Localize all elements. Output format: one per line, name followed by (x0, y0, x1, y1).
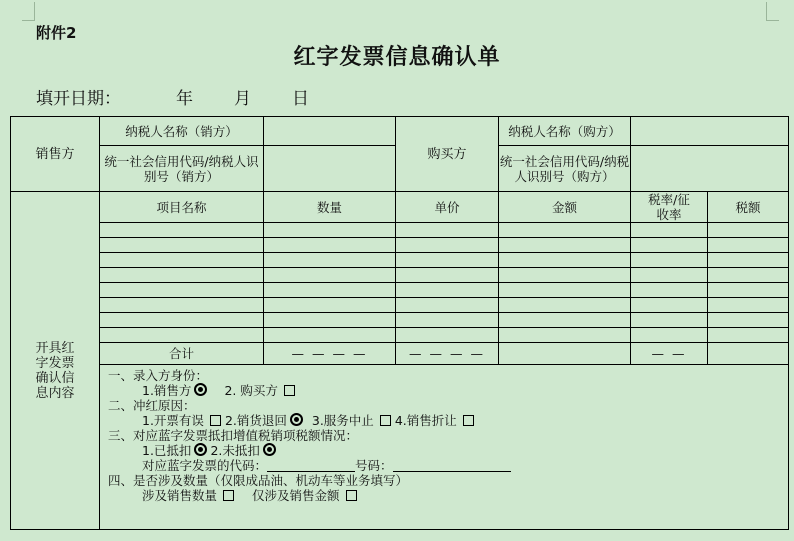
cell-unit-price[interactable] (396, 223, 499, 238)
cell-tax-amount[interactable] (708, 328, 789, 343)
cell-amount[interactable] (499, 313, 631, 328)
q1-options (108, 383, 788, 398)
cell-unit-price[interactable] (396, 328, 499, 343)
total-tax-field[interactable] (708, 343, 789, 365)
total-tax-rate: — — (631, 343, 708, 365)
q2-service-stop-checkbox[interactable] (380, 415, 391, 426)
q4-amount-only-checkbox[interactable] (346, 490, 357, 501)
q4-options (108, 488, 788, 503)
q2-goods-return-radio-selected[interactable] (290, 413, 303, 426)
date-label: 填开日期： (36, 89, 121, 109)
table-row (11, 268, 789, 283)
cell-tax-rate[interactable] (631, 268, 708, 283)
options-block (100, 365, 789, 530)
cell-amount[interactable] (499, 223, 631, 238)
cell-amount[interactable] (499, 268, 631, 283)
cell-amount[interactable] (499, 328, 631, 343)
buyer-id-field[interactable] (631, 146, 789, 192)
crop-mark-left (22, 2, 35, 21)
seller-name-field[interactable] (264, 117, 396, 146)
cell-tax-amount[interactable] (708, 283, 789, 298)
buyer-id-label: 统一社会信用代码/纳税人识别号（购方） (499, 146, 631, 192)
col-header-amount: 金额 (499, 192, 631, 223)
q2-discount-checkbox[interactable] (463, 415, 474, 426)
crop-mark-right (766, 2, 779, 21)
cell-tax-rate[interactable] (631, 238, 708, 253)
total-quantity: — — — — (264, 343, 396, 365)
cell-item-name[interactable] (100, 268, 264, 283)
attachment-label: 附件2 (36, 24, 77, 42)
q3-not-deducted-radio-selected[interactable] (263, 443, 276, 456)
cell-quantity[interactable] (264, 298, 396, 313)
table-row (11, 298, 789, 313)
cell-tax-rate[interactable] (631, 223, 708, 238)
cell-item-name[interactable] (100, 328, 264, 343)
q3-deducted-radio-selected[interactable] (194, 443, 207, 456)
blue-invoice-code-field[interactable] (267, 459, 355, 472)
q3-code-label: 对应蓝字发票的代码： (142, 458, 268, 473)
total-label: 合计 (100, 343, 264, 365)
total-unit-price: — — — — (396, 343, 499, 365)
table-row (11, 283, 789, 298)
table-row (11, 253, 789, 268)
cell-item-name[interactable] (100, 253, 264, 268)
cell-quantity[interactable] (264, 328, 396, 343)
cell-amount[interactable] (499, 298, 631, 313)
buyer-label: 购买方 (396, 117, 499, 192)
cell-quantity[interactable] (264, 313, 396, 328)
q4-amount-only-label: 仅涉及销售金额 (252, 488, 340, 503)
cell-item-name[interactable] (100, 223, 264, 238)
date-year-label: 年 (176, 89, 193, 109)
q2-discount-label: 4.销售折让 (394, 413, 457, 428)
cell-quantity[interactable] (264, 253, 396, 268)
q3-title: 三、对应蓝字发票抵扣增值税销项税额情况： (108, 428, 359, 443)
cell-tax-amount[interactable] (708, 223, 789, 238)
cell-amount[interactable] (499, 253, 631, 268)
seller-id-label: 统一社会信用代码/纳税人识别号（销方） (100, 146, 264, 192)
cell-quantity[interactable] (264, 283, 396, 298)
q2-invoice-error-label: 1.开票有误 (142, 413, 204, 428)
q1-title: 一、录入方身份： (108, 368, 209, 383)
cell-item-name[interactable] (100, 283, 264, 298)
cell-tax-amount[interactable] (708, 238, 789, 253)
q2-goods-return-label: 2.销货退回 (224, 413, 287, 428)
q2-title: 二、冲红原因： (108, 398, 196, 413)
col-header-item-name: 项目名称 (100, 192, 264, 223)
col-header-unit-price: 单价 (396, 192, 499, 223)
date-month-label: 月 (234, 89, 251, 109)
q3-code-line (108, 458, 788, 473)
cell-unit-price[interactable] (396, 268, 499, 283)
cell-tax-rate[interactable] (631, 283, 708, 298)
seller-label: 销售方 (11, 117, 100, 192)
cell-tax-rate[interactable] (631, 313, 708, 328)
cell-unit-price[interactable] (396, 298, 499, 313)
cell-item-name[interactable] (100, 298, 264, 313)
cell-amount[interactable] (499, 238, 631, 253)
cell-amount[interactable] (499, 283, 631, 298)
confirmation-table (10, 116, 789, 530)
seller-name-label: 纳税人名称（销方） (100, 117, 264, 146)
q2-service-stop-label: 3.服务中止 (311, 413, 374, 428)
q3-not-deducted-label: 2.未抵扣 (210, 443, 260, 458)
date-day-label: 日 (292, 89, 309, 109)
cell-unit-price[interactable] (396, 283, 499, 298)
cell-quantity[interactable] (264, 223, 396, 238)
total-row (11, 343, 789, 365)
cell-tax-rate[interactable] (631, 253, 708, 268)
q4-quantity-checkbox[interactable] (223, 490, 234, 501)
cell-tax-rate[interactable] (631, 298, 708, 313)
seller-id-field[interactable] (264, 146, 396, 192)
cell-item-name[interactable] (100, 238, 264, 253)
col-header-tax-amount: 税额 (708, 192, 789, 223)
col-header-quantity: 数量 (264, 192, 396, 223)
col-header-tax-rate: 税率/征收率 (631, 192, 708, 223)
cell-unit-price[interactable] (396, 313, 499, 328)
document-title: 红字发票信息确认单 (293, 45, 501, 70)
q3-options (108, 443, 788, 458)
blue-invoice-number-field[interactable] (393, 459, 511, 472)
cell-tax-amount[interactable] (708, 298, 789, 313)
cell-quantity[interactable] (264, 238, 396, 253)
table-row (11, 328, 789, 343)
q1-buyer-checkbox[interactable] (284, 385, 295, 396)
table-row (11, 313, 789, 328)
buyer-name-label: 纳税人名称（购方） (499, 117, 631, 146)
q1-seller-radio-selected[interactable] (194, 383, 207, 396)
total-amount-field[interactable] (499, 343, 631, 365)
table-row (11, 238, 789, 253)
cell-quantity[interactable] (264, 268, 396, 283)
items-section-label: 开具红字发票确认信息内容 (11, 192, 100, 530)
cell-unit-price[interactable] (396, 253, 499, 268)
cell-tax-amount[interactable] (708, 268, 789, 283)
fill-date-row (36, 84, 309, 109)
buyer-name-field[interactable] (631, 117, 789, 146)
cell-unit-price[interactable] (396, 238, 499, 253)
table-row (11, 223, 789, 238)
q4-quantity-label: 涉及销售数量 (142, 488, 218, 503)
cell-tax-rate[interactable] (631, 328, 708, 343)
q3-number-label: 号码： (355, 458, 393, 473)
cell-tax-amount[interactable] (708, 253, 789, 268)
cell-tax-amount[interactable] (708, 313, 789, 328)
q2-options (108, 413, 788, 428)
q3-deducted-label: 1.已抵扣 (142, 443, 192, 458)
cell-item-name[interactable] (100, 313, 264, 328)
q2-invoice-error-checkbox[interactable] (210, 415, 221, 426)
q4-title: 四、是否涉及数量（仅限成品油、机动车等业务填写） (108, 473, 409, 488)
q1-seller-label: 1.销售方 (142, 383, 192, 398)
q1-buyer-label: 2. 购买方 (224, 383, 278, 398)
